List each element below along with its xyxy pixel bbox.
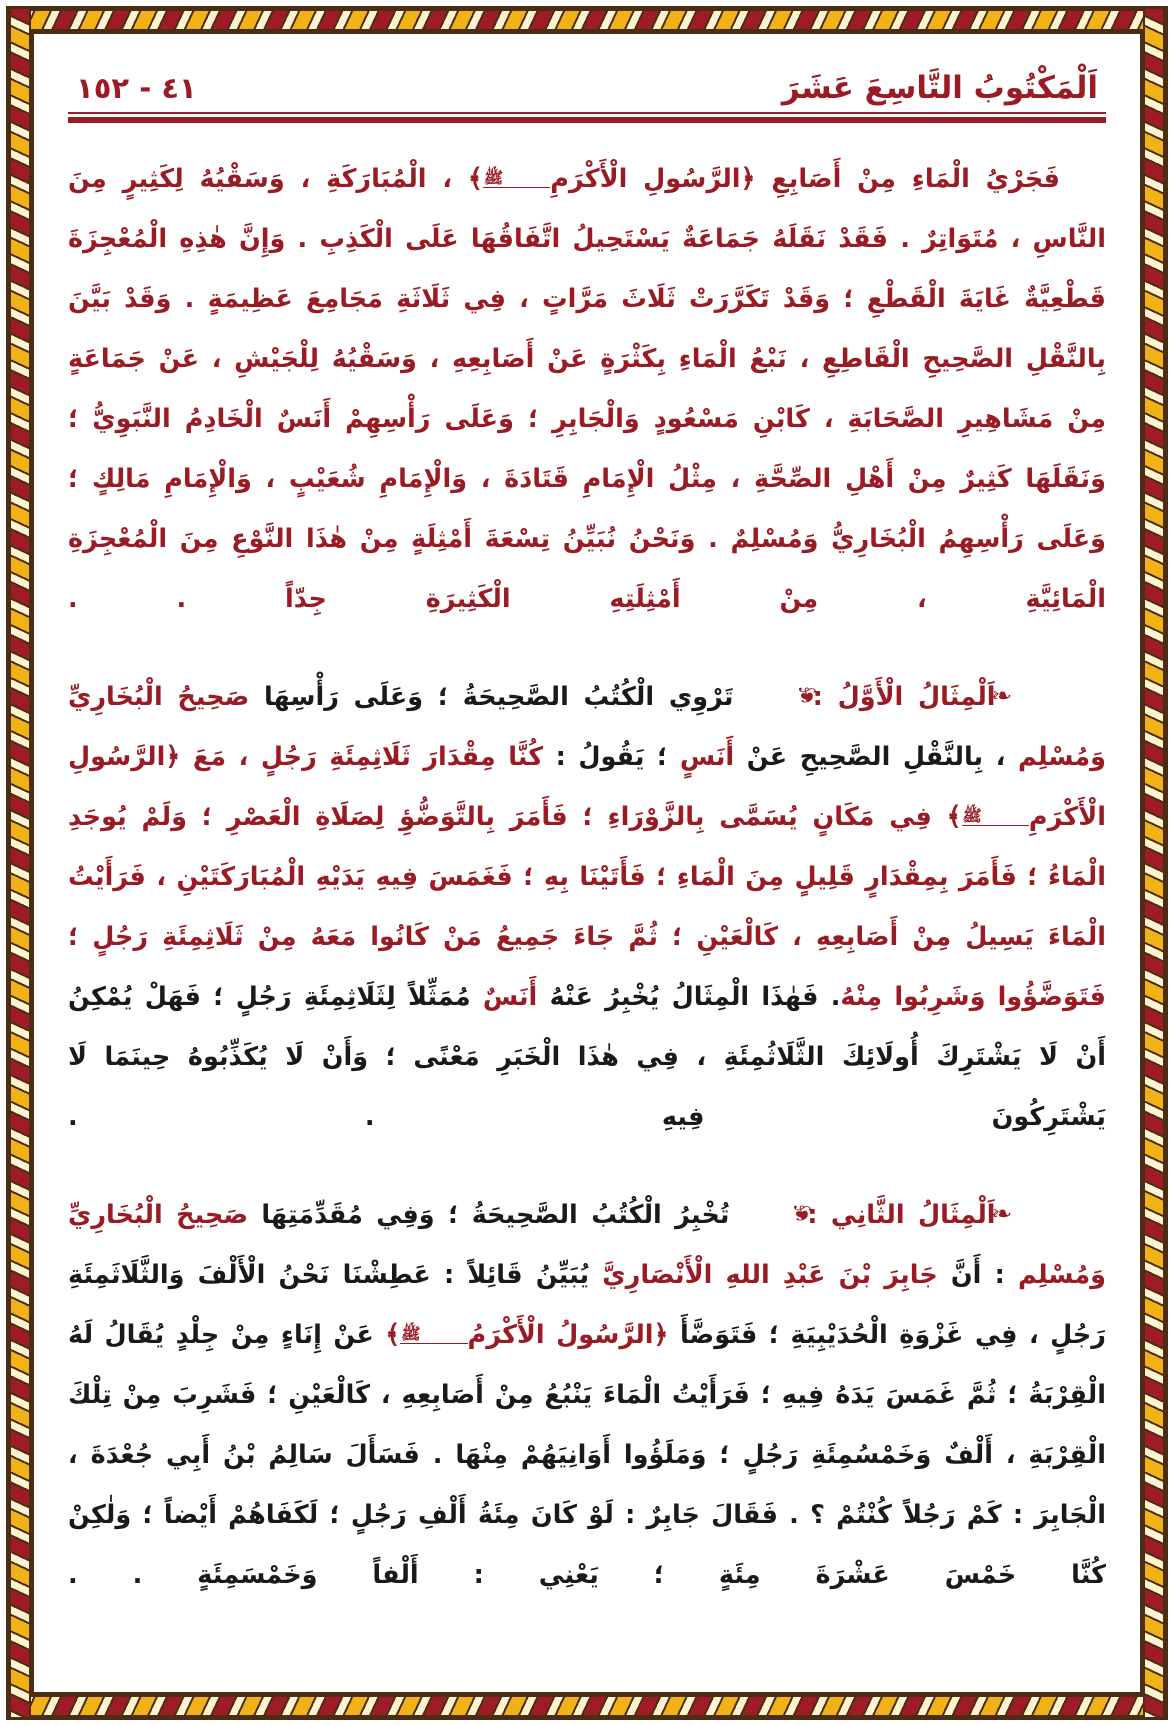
salawat-icon: ﷺ bbox=[483, 170, 550, 188]
page-content bbox=[40, 40, 1134, 1686]
example-one-text-1: تَرْوِي الْكُتُبُ الصَّحِيحَةُ ؛ وَعَلَى رَأْسِهَا bbox=[264, 682, 734, 712]
salawat-icon-2: ﷺ bbox=[400, 1326, 467, 1344]
intro-segment-2: ﴾ ، الْمُبَارَكَةِ ، وَسَقْيُهُ لِكَثِيرٍ مِنَ النَّاسِ ، مُتَوَاتِرٌ . فَقَدْ نَقَلَهُ جَمَاعَةٌ يَسْتَحِيلُ اتَّفَاقُهَا عَلَى الْكَذِبِ . وَإِنَّ هٰذِهِ الْمُعْجِزَةَ قَطْعِيَّةٌ غَايَةَ الْقَطْعِ ؛ وَقَدْ تَكَرَّرَتْ ثَلَاثَ مَرَّاتٍ ، فِي ثَلَاثَةِ مَجَامِعَ عَظِيمَةٍ . وَقَدْ بَيَّنَ بِالنَّقْلِ الصَّحِيحِ الْقَاطِعِ ، نَبْعُ الْمَاءِ بِكَثْرَةٍ عَنْ أَصَابِعِهِ ، وَسَقْيُهُ لِلْجَيْشِ ، عَنْ جَمَاعَةٍ مِنْ مَشَاهِيرِ الصَّحَابَةِ ، كَابْنِ مَسْعُودٍ وَالْجَابِرِ ؛ وَعَلَى رَأْسِهِمْ أَنَسٌ الْخَادِمُ النَّبَوِيُّ ؛ وَنَقَلَهَا كَثِيرٌ مِنْ أَهْلِ الصِّحَّةِ ، مِثْلُ الْإِمَامِ قَتَادَةَ ، وَالْإِمَامِ شُعَيْبٍ ، وَالْإِمَامِ مَالِكٍ ؛ وَعَلَى رَأْسِهِمُ الْبُخَارِيُّ وَمُسْلِمٌ . وَنَحْنُ نُبَيِّنُ تِسْعَةَ أَمْثِلَةٍ مِنْ هٰذَا النَّوْعِ مِنَ الْمُعْجِزَةِ الْمَائِيَّةِ ، مِنْ أَمْثِلَتِهِ الْكَثِيرَةِ جِدّاً . . bbox=[68, 164, 1106, 614]
paragraph-example-two bbox=[68, 1185, 1106, 1605]
example-one-text-4: . فَهٰذَا الْمِثَالُ يُخْبِرُ عَنْهُ bbox=[549, 982, 841, 1012]
example-two-text-2: : أَنَّ bbox=[950, 1260, 1005, 1290]
divider-thick-line bbox=[68, 117, 1106, 123]
example-two-text-1: تُخْبِرُ الْكُتُبُ الصَّحِيحَةُ ؛ وَفِي مُقَدِّمَتِهَا bbox=[261, 1200, 730, 1230]
paragraph-gap-1 bbox=[68, 639, 1106, 667]
page-header bbox=[68, 70, 1106, 106]
page-number: ٤١ - ١٥٢ bbox=[76, 71, 197, 105]
example-one-text-5: مُمَثِّلاً لِثَلَاثِمِئَةِ رَجُلٍ ؛ فَهَلْ يُمْكِنُ أَنْ لَا يَشْتَرِكَ أُولَائِكَ الثَّلَاثُمِئَةِ ، فِي هٰذَا الْخَبَرِ مَعْنًى ؛ وَأَنْ لَا يُكَذِّبُوهُ حِينَمَا لَا يَشْتَرِكُونَ فِيهِ . . bbox=[68, 982, 1106, 1132]
example-one-source-1: صَحِيحُ الْبُخَارِيِّ وَمُسْلِم bbox=[68, 682, 1106, 772]
example-one-narrator-1: أَنَسٍ bbox=[679, 742, 735, 772]
header-divider bbox=[68, 112, 1106, 123]
example-two-prophet-title-close: ﴾ bbox=[385, 1320, 401, 1350]
example-one-narrator-2: أَنَسٌ bbox=[482, 982, 538, 1012]
floral-ornament-right-icon: ❧ bbox=[990, 684, 1012, 709]
example-two-heading: اَلْمِثَالُ الثَّانِي : bbox=[807, 1200, 996, 1230]
example-one-quote-part-2: ﴾ فِي مَكَانٍ يُسَمَّى بِالزَّوْرَاءِ ؛ فَأَمَرَ بِالتَّوَضُّؤِ لِصَلَاةِ الْعَصْرِ ؛ وَلَمْ يُوجَدِ الْمَاءُ ؛ فَأَمَرَ بِمِقْدَارٍ قَلِيلٍ مِنَ الْمَاءِ ؛ فَأَتَيْنَا بِهِ ؛ فَغَمَسَ فِيهِ يَدَيْهِ الْمُبَارَكَتَيْنِ ، فَرَأَيْتُ الْمَاءَ يَسِيلُ مِنْ أَصَابِعِهِ ، كَالْعَيْنِ ؛ ثُمَّ جَاءَ جَمِيعُ مَنْ كَانُوا مَعَهُ مِنْ ثَلَاثِمِئَةِ رَجُلٍ ؛ فَتَوَضَّؤُوا وَشَرِبُوا مِنْهُ bbox=[68, 802, 1106, 1012]
example-two-text-4: عَنْ إِنَاءٍ مِنْ جِلْدٍ يُقَالُ لَهُ الْقِرْبَةُ ؛ ثُمَّ غَمَسَ يَدَهُ فِيهِ ؛ فَرَأَيْتُ الْمَاءَ يَنْبُعُ مِنْ أَصَابِعِهِ ، كَالْعَيْنِ ؛ فَشَرِبَ مِنْ تِلْكَ الْقِرْبَةِ ، أَلْفٌ وَخَمْسُمِئَةِ رَجُلٍ ؛ وَمَلَؤُوا أَوَانِيَهُمْ مِنْهَا . فَسَأَلَ سَالِمُ بْنُ أَبِي جُعْدَةَ ، الْجَابِرَ : كَمْ رَجُلاً كُنْتُمْ ؟ . فَقَالَ جَابِرٌ : لَوْ كَانَ مِئَةُ أَلْفِ رَجُلٍ ؛ لَكَفَاهُمْ أَيْضاً ؛ وَلٰكِنْ كُنَّا خَمْسَ عَشْرَةَ مِئَةٍ ؛ يَعْنِي : أَلْفاً وَخَمْسَمِئَةٍ . . bbox=[68, 1320, 1106, 1590]
example-two-source-1: صَحِيحُ الْبُخَارِيِّ وَمُسْلِم bbox=[68, 1200, 1106, 1290]
example-two-text-3: يُبَيِّنُ قَائِلاً : عَطِشْنَا نَحْنُ الْأَلْفَ وَالثَّلَاثَمِئَةِ رَجُلٍ ، فِي غَزْوَةِ الْحُدَيْبِيَةِ ؛ فَتَوَضَّأَ bbox=[68, 1260, 1106, 1350]
braid-border-left bbox=[9, 9, 31, 1717]
example-two-narrator-1: جَابِرَ بْنَ عَبْدِ اللهِ الْأَنْصَارِيَّ bbox=[602, 1260, 938, 1290]
braid-border-right bbox=[1143, 9, 1165, 1717]
paragraph-gap-2 bbox=[68, 1157, 1106, 1185]
divider-thin-line bbox=[68, 112, 1106, 114]
example-two-prophet-title: ﴿الرَّسُولُ الْأَكْرَمُ bbox=[467, 1320, 669, 1350]
page-title: اَلْمَكْتُوبُ التَّاسِعَ عَشَرَ bbox=[781, 70, 1098, 106]
braid-border-top bbox=[9, 9, 1165, 31]
example-one-text-2: ، بِالنَّقْلِ الصَّحِيحِ عَنْ bbox=[746, 742, 1006, 772]
braid-border-bottom bbox=[9, 1695, 1165, 1717]
example-one-heading: اَلْمِثَالُ الْأَوَّلُ : bbox=[812, 682, 996, 712]
floral-ornament-left-icon-2: ❦ bbox=[790, 1202, 813, 1227]
intro-segment-1: فَجَرْيُ الْمَاءِ مِنْ أَصَابِعِ ﴿الرَّسُولِ الْأَكْرَمِ bbox=[550, 164, 1060, 194]
example-one-quote-part-1: كُنَّا مِقْدَارَ ثَلَاثِمِئَةِ رَجُلٍ ، مَعَ ﴿الرَّسُولِ الْأَكْرَمِ bbox=[68, 742, 1106, 832]
salawat-icon-quote: ﷺ bbox=[962, 808, 1029, 826]
paragraph-intro bbox=[68, 149, 1106, 629]
example-one-text-3: ؛ يَقُولُ : bbox=[555, 742, 668, 772]
floral-ornament-right-icon-2: ❧ bbox=[990, 1202, 1012, 1227]
paragraph-example-one bbox=[68, 667, 1106, 1147]
floral-ornament-left-icon: ❦ bbox=[796, 684, 818, 709]
